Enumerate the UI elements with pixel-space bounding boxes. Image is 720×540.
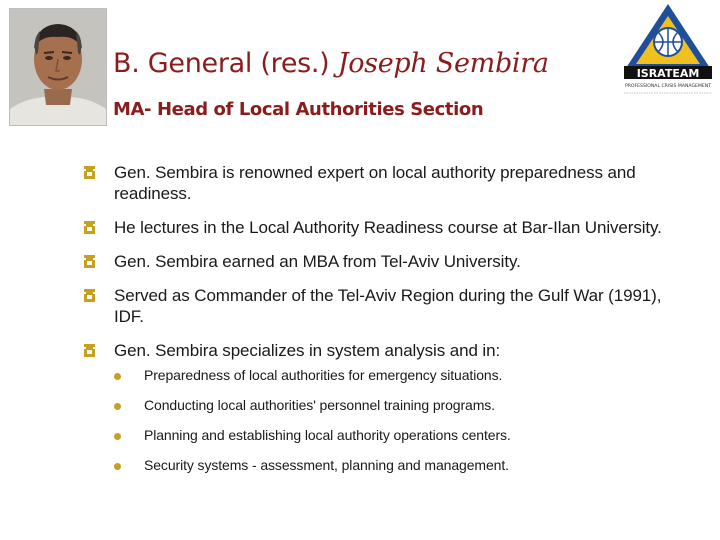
dot-bullet-icon [114,463,121,470]
sub-bullet-list [114,367,684,474]
logo-text: ISRATEAM [636,67,700,80]
page-title: B. General (res.) Joseph Sembira [113,48,549,79]
bullet-marker-icon [84,166,95,179]
bullet-marker-icon [84,344,95,357]
bullet-item: Gen. Sembira specializes in system analysis and in: Preparedness of local authorities for emergency situations. Conducting local authorities' personnel training programs. Planning and establishing local authority operations centers. Security systems - assessment, planning and management. [84,340,684,474]
dot-bullet-icon [114,433,121,440]
bullet-item: He lectures in the Local Authority Readiness course at Bar-Ilan University. [84,217,684,238]
dot-bullet-icon [114,403,121,410]
sub-bullet-item: Conducting local authorities' personnel training programs. [114,397,684,414]
bullet-marker-icon [84,221,95,234]
bullet-item: Served as Commander of the Tel-Aviv Region during the Gulf War (1991), IDF. [84,285,684,327]
bullet-marker-icon [84,255,95,268]
dot-bullet-icon [114,373,121,380]
bullet-list [84,162,684,487]
bullet-item: Gen. Sembira earned an MBA from Tel-Aviv University. [84,251,684,272]
page-subtitle: MA- Head of Local Authorities Section [113,99,484,120]
portrait-photo [9,8,107,126]
sub-bullet-item: Preparedness of local authorities for emergency situations. [114,367,684,384]
bullet-marker-icon [84,289,95,302]
sub-bullet-item: Planning and establishing local authority operations centers. [114,427,684,444]
logo-tagline: PROFESSIONAL CRISIS MANAGEMENT [624,84,712,89]
bullet-item: Gen. Sembira is renowned expert on local authority preparedness and readiness. [84,162,684,204]
israteam-logo [618,2,718,98]
sub-bullet-item: Security systems - assessment, planning and management. [114,457,684,474]
